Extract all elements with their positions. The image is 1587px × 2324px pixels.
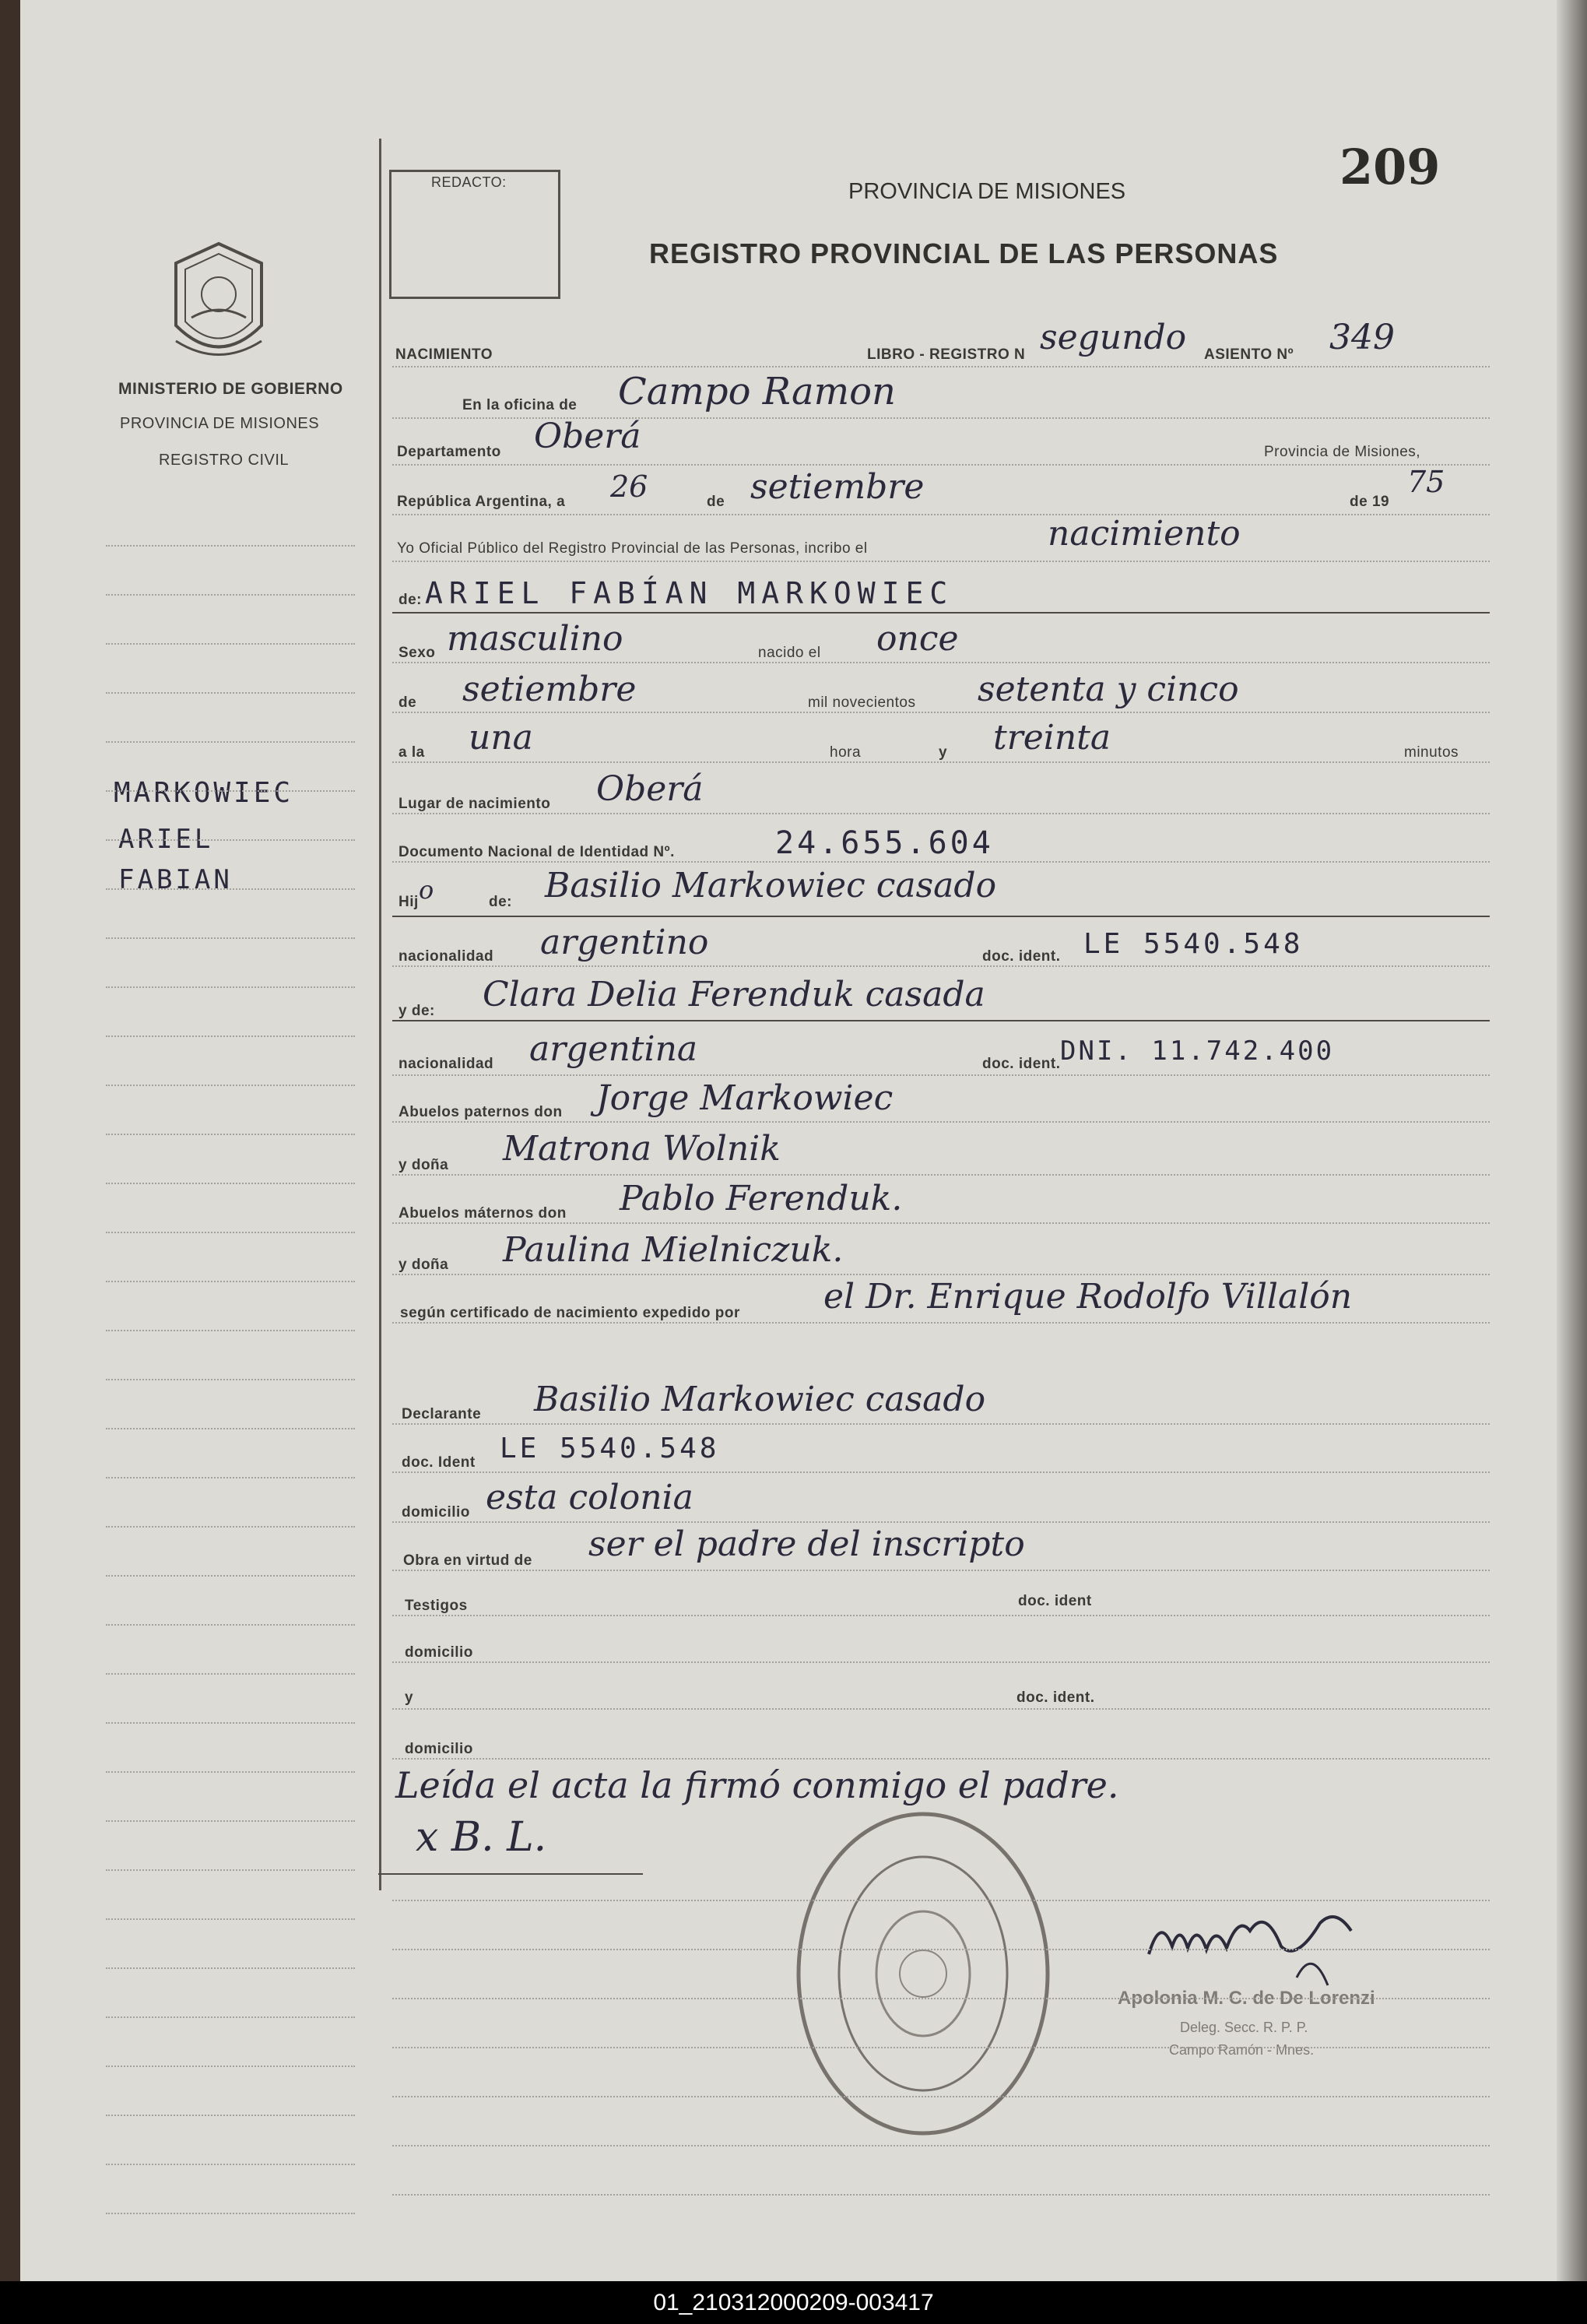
margin-dotted-line <box>106 643 355 645</box>
form-dotted-line <box>392 1423 1490 1426</box>
margin-dotted-line <box>106 1281 355 1283</box>
signature-underline <box>378 1873 643 1875</box>
value-anio-nac: setenta y cinco <box>978 670 1239 709</box>
label-testigos: Testigos <box>405 1598 468 1614</box>
value-asiento: 349 <box>1329 318 1395 357</box>
value-cierre-firma: x B. L. <box>416 1814 547 1861</box>
form-dotted-line <box>392 1174 1490 1176</box>
margin-dotted-line <box>106 2164 355 2166</box>
value-hijo-vocal: o <box>419 875 434 905</box>
form-dotted-line <box>392 2047 1490 2049</box>
right-page-edge <box>1557 0 1587 2281</box>
registry-heading: REGISTRO PROVINCIAL DE LAS PERSONAS <box>649 237 1279 269</box>
margin-note-name2: FABIAN <box>118 864 233 895</box>
label-obra-virtud: Obra en virtud de <box>403 1552 532 1569</box>
label-doc-ident-padre: doc. ident. <box>982 948 1061 965</box>
form-dotted-line <box>392 366 1490 368</box>
redacto-label: REDACTO: <box>431 174 507 190</box>
margin-dotted-line <box>106 1232 355 1234</box>
margin-dotted-line <box>106 741 355 744</box>
value-mes: setiembre <box>750 467 925 507</box>
margin-dotted-line <box>106 1183 355 1185</box>
value-dia: 26 <box>610 469 648 504</box>
form-dotted-line <box>392 1121 1490 1123</box>
form-dotted-line <box>392 2096 1490 2098</box>
form-dotted-line <box>392 561 1490 563</box>
form-dotted-line <box>392 1900 1490 1902</box>
value-madre: Clara Delia Ferenduk casada <box>483 975 985 1014</box>
label-nacionalidad-madre: nacionalidad <box>399 1056 494 1072</box>
margin-dotted-line <box>106 937 355 940</box>
label-y-testigo: y <box>405 1689 414 1706</box>
margin-dotted-line <box>106 1967 355 1970</box>
margin-dotted-line <box>106 888 355 891</box>
value-nac-madre: argentina <box>529 1029 698 1069</box>
page-number: 209 <box>1339 139 1441 195</box>
label-doc-ident-declarante: doc. Ident <box>402 1454 476 1471</box>
value-acto: nacimiento <box>1048 514 1241 554</box>
value-nacido-el: once <box>876 619 959 659</box>
value-oficina: Campo Ramon <box>618 370 896 413</box>
margin-dotted-line <box>106 2213 355 2215</box>
margin-dotted-line <box>106 692 355 694</box>
label-asiento: ASIENTO Nº <box>1204 346 1294 363</box>
label-minutos: minutos <box>1404 744 1459 761</box>
value-cierre: Leída el acta la firmó conmigo el padre. <box>395 1764 1119 1806</box>
form-dotted-line <box>392 761 1490 764</box>
label-yo-oficial: Yo Oficial Público del Registro Provincial de las Personas, incribo el <box>397 540 868 557</box>
margin-dotted-line <box>106 790 355 793</box>
form-dotted-line <box>392 1998 1490 2000</box>
form-dotted-line <box>392 464 1490 466</box>
value-sexo: masculino <box>447 619 623 659</box>
form-dotted-line <box>392 1274 1490 1276</box>
label-hora: hora <box>830 744 862 761</box>
ministry-line2: PROVINCIA DE MISIONES <box>120 415 320 432</box>
label-libro-registro: LIBRO - REGISTRO N <box>867 346 1026 363</box>
form-dotted-line <box>392 965 1490 968</box>
margin-dotted-line <box>106 2016 355 2019</box>
label-declarante: Declarante <box>402 1406 482 1422</box>
margin-dotted-line <box>106 1575 355 1577</box>
label-nacido-el: nacido el <box>758 645 821 661</box>
label-doc-ident-testigo2: doc. ident. <box>1016 1689 1095 1706</box>
label-hijo: Hij <box>399 894 419 910</box>
label-republica: República Argentina, a <box>397 494 566 510</box>
form-dotted-line <box>392 1661 1490 1664</box>
label-y-dona-pat: y doña <box>399 1157 449 1173</box>
form-dotted-line <box>392 2145 1490 2147</box>
official-stamp-role: Deleg. Secc. R. P. P. <box>1180 2020 1308 2035</box>
margin-dotted-line <box>106 1035 355 1038</box>
margin-dotted-line <box>106 2115 355 2117</box>
margin-dotted-line <box>106 1771 355 1774</box>
margin-dotted-line <box>106 1918 355 1921</box>
value-doc-padre: LE 5540.548 <box>1083 928 1304 960</box>
label-y-min: y <box>939 744 948 761</box>
label-y-de: y de: <box>399 1003 435 1019</box>
margin-rule <box>379 139 381 1890</box>
value-certificado: el Dr. Enrique Rodolfo Villalón <box>823 1277 1353 1317</box>
margin-dotted-line <box>106 1134 355 1136</box>
label-lugar-nacimiento: Lugar de nacimiento <box>399 796 551 812</box>
value-nombre: ARIEL FABÍAN MARKOWIEC <box>425 576 954 610</box>
label-domicilio: domicilio <box>402 1504 470 1521</box>
margin-dotted-line <box>106 839 355 842</box>
margin-dotted-line <box>106 545 355 547</box>
label-hijo-de: de: <box>489 894 512 910</box>
value-doc-madre: DNI. 11.742.400 <box>1060 1035 1335 1067</box>
value-libro: segundo <box>1040 318 1187 357</box>
ministry-line1: MINISTERIO DE GOBIERNO <box>118 380 343 398</box>
label-a-la: a la <box>399 744 425 761</box>
margin-dotted-line <box>106 1428 355 1430</box>
label-doc-ident-madre: doc. ident. <box>982 1056 1061 1072</box>
margin-dotted-line <box>106 1624 355 1626</box>
image-id-footer: 01_210312000209-003417 <box>0 2281 1587 2324</box>
margin-dotted-line <box>106 1673 355 1675</box>
value-domicilio: esta colonia <box>486 1478 693 1517</box>
form-dotted-line <box>392 712 1490 714</box>
form-dotted-line <box>392 861 1490 863</box>
label-de-nombre: de: <box>399 592 422 608</box>
form-solid-line <box>392 612 1490 614</box>
margin-dotted-line <box>106 2066 355 2068</box>
value-anio: 75 <box>1407 465 1445 499</box>
margin-dotted-line <box>106 1722 355 1725</box>
label-y-dona-mat: y doña <box>399 1257 449 1273</box>
official-stamp-place: Campo Ramón - Mnes. <box>1169 2042 1315 2058</box>
label-nacionalidad-padre: nacionalidad <box>399 948 494 965</box>
value-nac-padre: argentino <box>540 923 709 962</box>
form-dotted-line <box>392 417 1490 420</box>
label-mil-novecientos: mil novecientos <box>808 694 916 711</box>
label-oficina: En la oficina de <box>462 397 578 413</box>
label-de-mes-nac: de <box>399 694 417 711</box>
margin-dotted-line <box>106 1330 355 1332</box>
margin-dotted-line <box>106 1477 355 1479</box>
label-doc-ident-testigo: doc. ident <box>1018 1593 1092 1609</box>
form-dotted-line <box>392 2194 1490 2196</box>
label-segun-certificado: según certificado de nacimiento expedido por <box>400 1305 740 1321</box>
value-abuela-pat: Matrona Wolnik <box>503 1129 781 1169</box>
margin-dotted-line <box>106 1869 355 1872</box>
label-sexo: Sexo <box>399 645 436 661</box>
label-domicilio-testigo2: domicilio <box>405 1741 473 1757</box>
province-heading: PROVINCIA DE MISIONES <box>848 179 1126 204</box>
registry-seal <box>791 1806 1055 2141</box>
provincial-emblem <box>160 240 277 372</box>
form-dotted-line <box>392 1708 1490 1710</box>
official-signature <box>1141 1900 1367 1993</box>
form-dotted-line <box>392 1322 1490 1324</box>
label-abuelos-maternos: Abuelos máternos don <box>399 1205 567 1222</box>
value-lugar: Oberá <box>596 769 704 809</box>
value-departamento: Oberá <box>534 417 641 456</box>
value-hora: una <box>469 718 533 758</box>
form-dotted-line <box>392 1949 1490 1951</box>
margin-dotted-line <box>106 594 355 596</box>
ministry-line3: REGISTRO CIVIL <box>159 452 290 469</box>
value-abuelo-pat: Jorge Markowiec <box>596 1078 894 1118</box>
label-nacimiento: NACIMIENTO <box>395 346 493 363</box>
form-dotted-line <box>392 1074 1490 1077</box>
official-stamp-name: Apolonia M. C. de De Lorenzi <box>1118 1988 1375 2009</box>
value-doc-declarante: LE 5540.548 <box>500 1433 720 1464</box>
form-dotted-line <box>392 1521 1490 1524</box>
label-de-19: de 19 <box>1350 494 1390 510</box>
value-padre: Basilio Markowiec casado <box>545 866 997 905</box>
value-declarante: Basilio Markowiec casado <box>534 1380 986 1419</box>
label-dni: Documento Nacional de Identidad Nº. <box>399 844 675 860</box>
label-provincia-misiones: Provincia de Misiones, <box>1264 444 1421 460</box>
label-abuelos-paternos: Abuelos paternos don <box>399 1104 563 1120</box>
label-de-mes: de <box>707 494 725 510</box>
value-dni: 24.655.604 <box>775 825 994 861</box>
margin-dotted-line <box>106 1526 355 1528</box>
margin-dotted-line <box>106 1085 355 1087</box>
margin-dotted-line <box>106 986 355 989</box>
form-dotted-line <box>392 1222 1490 1225</box>
form-solid-line <box>392 916 1490 917</box>
document-page <box>20 0 1574 2281</box>
margin-note-name1: ARIEL <box>118 824 214 855</box>
value-abuela-mat: Paulina Mielniczuk. <box>503 1230 844 1270</box>
value-mes-nac: setiembre <box>462 670 637 709</box>
margin-note-surname: MARKOWIEC <box>114 777 294 809</box>
form-dotted-line <box>392 514 1490 516</box>
label-domicilio-testigo: domicilio <box>405 1644 473 1661</box>
form-dotted-line <box>392 1758 1490 1760</box>
form-dotted-line <box>392 662 1490 664</box>
margin-dotted-line <box>106 1379 355 1381</box>
value-minutos: treinta <box>993 718 1111 758</box>
value-obra: ser el padre del inscripto <box>588 1524 1025 1564</box>
form-solid-line <box>392 1020 1490 1021</box>
form-dotted-line <box>392 1570 1490 1572</box>
form-dotted-line <box>392 813 1490 815</box>
value-abuelo-mat: Pablo Ferenduk. <box>620 1179 903 1218</box>
label-departamento: Departamento <box>397 444 501 460</box>
form-dotted-line <box>392 1615 1490 1617</box>
form-dotted-line <box>392 1471 1490 1474</box>
margin-dotted-line <box>106 1820 355 1823</box>
